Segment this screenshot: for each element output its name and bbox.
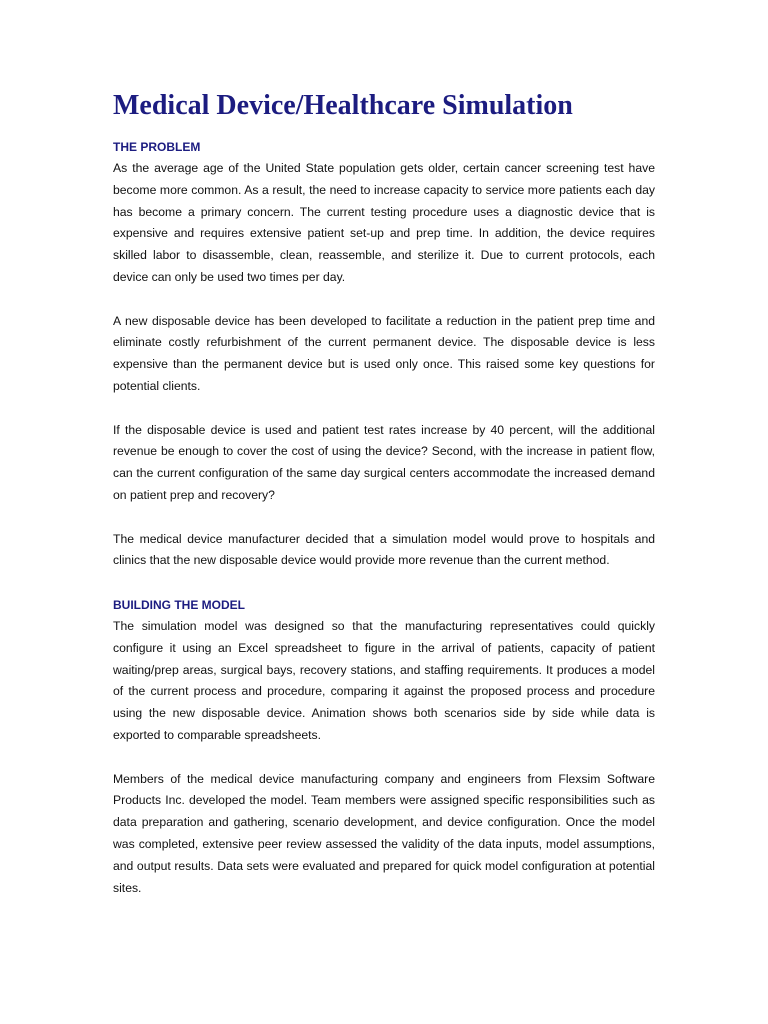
paragraph: The medical device manufacturer decided that a simulation model would prove to hospitals and clinics that the new disposable device would provide more revenue than the current method.	[113, 531, 655, 568]
section-building-the-model	[113, 594, 655, 899]
document-title: Medical Device/Healthcare Simulation	[113, 90, 573, 121]
paragraph: As the average age of the United State population gets older, certain cancer screening test have become more common. As a result, the need to increase capacity to service more patients each day has become a primary concern. The current testing procedure uses a diagnostic device that is expensive and requires extensive patient set-up and prep time. In addition, the device requires skilled labor to disassemble, clean, reassemble, and sterilize it. Due to current protocols, each device can only be used two times per day.	[113, 161, 655, 284]
paragraph: Members of the medical device manufacturing company and engineers from Flexsim Software Products Inc. developed the model. Team members were assigned specific responsibilities such as data preparation and gathering, scenario development, and device configuration. Once the model was completed, extensive peer review assessed the validity of the data inputs, model assumptions, and output results. Data sets were evaluated and prepared for quick model configuration at potential sites.	[113, 771, 655, 895]
document-page	[113, 86, 655, 921]
section-heading: BUILDING THE MODEL	[113, 597, 245, 612]
paragraph: A new disposable device has been developed to facilitate a reduction in the patient prep time and eliminate costly refurbishment of the current permanent device. The disposable device is less expensive than the permanent device but is used only once. This raised some key questions for potential clients.	[113, 313, 655, 393]
section-the-problem	[113, 136, 655, 572]
section-heading: THE PROBLEM	[113, 140, 201, 154]
paragraph: The simulation model was designed so that the manufacturing representatives could quickly configure it using an Excel spreadsheet to figure in the arrival of patients, capacity of patient waiting/prep areas, surgical bays, recovery stations, and staffing requirements. It produces a model of the current process and procedure, comparing it against the proposed process and procedure using the new disposable device. Animation shows both scenarios side by side while data is exported to comparable spreadsheets.	[113, 618, 655, 742]
paragraph: If the disposable device is used and patient test rates increase by 40 percent, will the additional revenue be enough to cover the cost of using the device? Second, with the increase in patient flow, can the current configuration of the same day surgical centers accommodate the increased demand on patient prep and recovery?	[113, 422, 655, 502]
